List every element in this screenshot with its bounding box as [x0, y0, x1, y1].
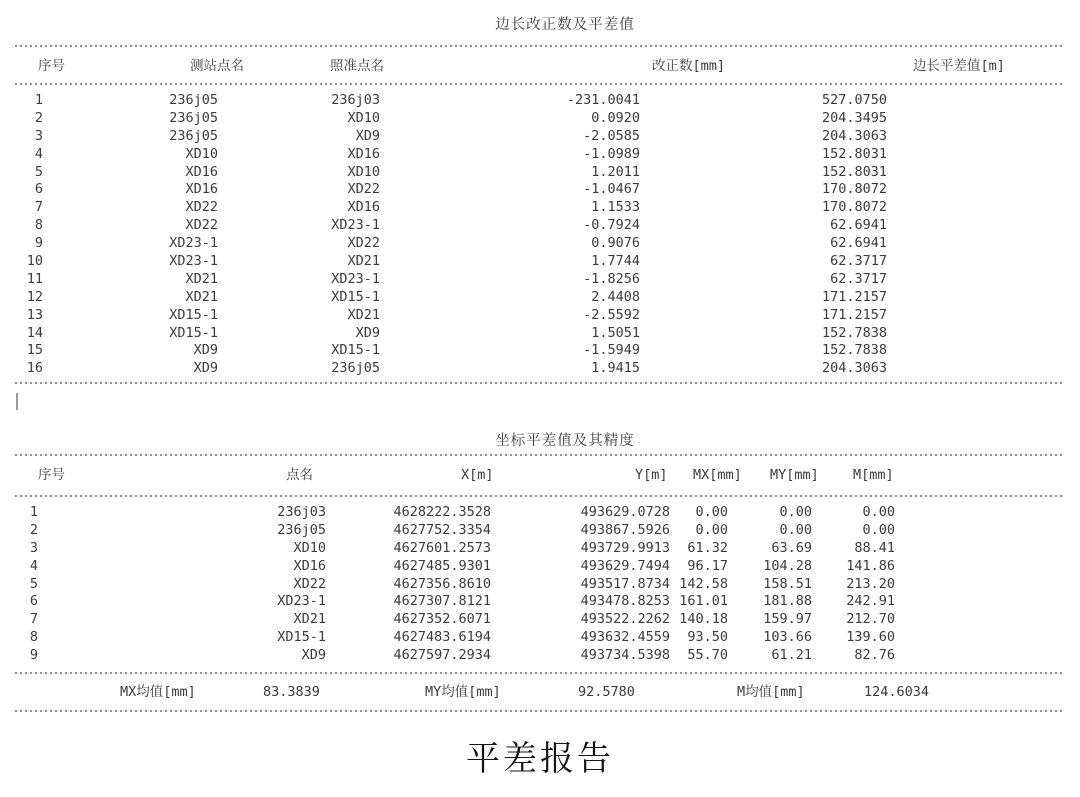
t2-col-header-index: 序号 [38, 467, 65, 483]
index-cell: 8 [34, 217, 43, 234]
y-cell: 493867.5926 [580, 521, 670, 538]
table-row [0, 522, 1080, 540]
mx-cell: 0.00 [695, 504, 728, 520]
mx-mean-value: 83.3839 [263, 684, 320, 700]
station-cell: XD22 [185, 217, 218, 234]
index-cell: 5 [34, 163, 43, 180]
point-cell: XD10 [293, 539, 326, 556]
station-cell: XD16 [185, 163, 218, 180]
t2-col-header-mx: MX[mm] [693, 467, 742, 483]
target-cell: XD9 [355, 324, 380, 341]
index-cell: 9 [34, 235, 43, 252]
correction-cell: 0.9076 [591, 235, 640, 252]
table2-body [0, 504, 1080, 665]
point-cell: XD9 [301, 647, 326, 664]
station-cell: XD15-1 [169, 324, 218, 341]
correction-cell: -1.8256 [583, 270, 640, 287]
divider [15, 382, 1064, 384]
mx-cell: 96.17 [687, 557, 728, 574]
m-mean-label: M均值[mm] [737, 684, 805, 700]
mx-cell: 55.70 [687, 647, 728, 664]
table-row [0, 164, 1080, 182]
index-cell: 8 [29, 629, 38, 646]
table-row [0, 558, 1080, 576]
length-cell: 204.3495 [821, 109, 887, 126]
my-cell: 103.66 [763, 629, 812, 646]
t1-col-header-length: 边长平差值[m] [913, 58, 1005, 74]
m-cell: 213.20 [846, 575, 895, 592]
y-cell: 493629.0728 [580, 504, 670, 520]
m-cell: 0.00 [862, 504, 895, 520]
my-cell: 0.00 [779, 504, 812, 520]
correction-cell: 1.9415 [591, 360, 640, 377]
index-cell: 13 [26, 306, 43, 323]
index-cell: 11 [26, 270, 43, 287]
station-cell: 236j05 [169, 127, 218, 144]
correction-cell: -2.0585 [583, 127, 640, 144]
station-cell: XD10 [185, 145, 218, 162]
index-cell: 7 [29, 611, 38, 628]
mx-mean-label: MX均值[mm] [120, 684, 196, 700]
station-cell: XD15-1 [169, 306, 218, 323]
station-cell: XD9 [193, 342, 218, 359]
table-row [0, 504, 1080, 522]
index-cell: 3 [29, 539, 38, 556]
index-cell: 10 [26, 253, 43, 270]
table-row [0, 110, 1080, 128]
length-cell: 171.2157 [821, 306, 887, 323]
station-cell: 236j05 [169, 92, 218, 108]
table-row [0, 235, 1080, 253]
my-mean-label: MY均值[mm] [425, 684, 501, 700]
table-row [0, 199, 1080, 217]
target-cell: XD23-1 [331, 217, 380, 234]
index-cell: 15 [26, 342, 43, 359]
table-row [0, 325, 1080, 343]
table2-title: 坐标平差值及其精度 [495, 433, 635, 449]
target-cell: XD9 [355, 127, 380, 144]
station-cell: XD21 [185, 270, 218, 287]
divider [15, 495, 1064, 497]
m-cell: 141.86 [846, 557, 895, 574]
point-cell: XD21 [293, 611, 326, 628]
point-cell: XD23-1 [277, 593, 326, 610]
target-cell: XD22 [347, 235, 380, 252]
index-cell: 5 [29, 575, 38, 592]
point-cell: 236j03 [277, 504, 326, 520]
target-cell: XD23-1 [331, 270, 380, 287]
target-cell: 236j03 [331, 92, 380, 108]
t2-col-header-y: Y[m] [635, 467, 668, 483]
table1-body [0, 92, 1080, 378]
target-cell: XD15-1 [331, 288, 380, 305]
length-cell: 62.6941 [830, 217, 887, 234]
m-mean-value: 124.6034 [864, 684, 930, 700]
x-cell: 4628222.3528 [393, 504, 491, 520]
divider [15, 454, 1064, 456]
t1-col-header-index: 序号 [38, 58, 65, 74]
divider [15, 45, 1064, 47]
table-row [0, 307, 1080, 325]
target-cell: 236j05 [331, 360, 380, 377]
table-row [0, 217, 1080, 235]
index-cell: 14 [26, 324, 43, 341]
mx-cell: 140.18 [679, 611, 728, 628]
target-cell: XD10 [347, 109, 380, 126]
length-cell: 152.7838 [821, 324, 887, 341]
table-row [0, 181, 1080, 199]
target-cell: XD22 [347, 181, 380, 198]
target-cell: XD16 [347, 199, 380, 216]
my-cell: 61.21 [771, 647, 812, 664]
target-cell: XD16 [347, 145, 380, 162]
index-cell: 2 [34, 109, 43, 126]
t1-col-header-target: 照准点名 [330, 58, 384, 74]
station-cell: XD16 [185, 181, 218, 198]
target-cell: XD15-1 [331, 342, 380, 359]
x-cell: 4627307.8121 [393, 593, 491, 610]
mx-cell: 61.32 [687, 539, 728, 556]
y-cell: 493729.9913 [580, 539, 670, 556]
correction-cell: -1.0467 [583, 181, 640, 198]
divider [15, 672, 1064, 674]
point-cell: XD16 [293, 557, 326, 574]
length-cell: 204.3063 [821, 127, 887, 144]
point-cell: XD22 [293, 575, 326, 592]
correction-cell: 1.2011 [591, 163, 640, 180]
index-cell: 7 [34, 199, 43, 216]
length-cell: 62.3717 [830, 253, 887, 270]
t2-col-header-point: 点名 [286, 467, 313, 483]
my-cell: 159.97 [763, 611, 812, 628]
index-cell: 1 [29, 504, 38, 520]
target-cell: XD21 [347, 306, 380, 323]
table1-title: 边长改正数及平差值 [495, 17, 635, 33]
x-cell: 4627601.2573 [393, 539, 491, 556]
m-cell: 212.70 [846, 611, 895, 628]
index-cell: 4 [29, 557, 38, 574]
table-row [0, 146, 1080, 164]
point-cell: 236j05 [277, 521, 326, 538]
mx-cell: 161.01 [679, 593, 728, 610]
table-row [0, 576, 1080, 594]
table-row [0, 253, 1080, 271]
correction-cell: 1.7744 [591, 253, 640, 270]
my-cell: 158.51 [763, 575, 812, 592]
length-cell: 152.8031 [821, 145, 887, 162]
length-cell: 62.6941 [830, 235, 887, 252]
table-row [0, 593, 1080, 611]
point-cell: XD15-1 [277, 629, 326, 646]
t1-col-header-correction: 改正数[mm] [652, 58, 726, 74]
y-cell: 493478.8253 [580, 593, 670, 610]
correction-cell: -231.0041 [566, 92, 640, 108]
index-cell: 6 [34, 181, 43, 198]
m-cell: 82.76 [854, 647, 895, 664]
correction-cell: -2.5592 [583, 306, 640, 323]
table-row [0, 342, 1080, 360]
x-cell: 4627483.6194 [393, 629, 491, 646]
m-cell: 88.41 [854, 539, 895, 556]
target-cell: XD10 [347, 163, 380, 180]
m-cell: 242.91 [846, 593, 895, 610]
index-cell: 12 [26, 288, 43, 305]
y-cell: 493517.8734 [580, 575, 670, 592]
mx-cell: 0.00 [695, 521, 728, 538]
table-row [0, 289, 1080, 307]
y-cell: 493632.4559 [580, 629, 670, 646]
table-row [0, 360, 1080, 378]
t2-col-header-x: X[m] [461, 467, 494, 483]
index-cell: 16 [26, 360, 43, 377]
correction-cell: 1.1533 [591, 199, 640, 216]
x-cell: 4627752.3354 [393, 521, 491, 538]
table-row [0, 540, 1080, 558]
length-cell: 170.8072 [821, 181, 887, 198]
m-cell: 139.60 [846, 629, 895, 646]
length-cell: 152.7838 [821, 342, 887, 359]
x-cell: 4627356.8610 [393, 575, 491, 592]
station-cell: XD22 [185, 199, 218, 216]
index-cell: 1 [34, 92, 43, 108]
divider [15, 710, 1064, 712]
my-cell: 63.69 [771, 539, 812, 556]
correction-cell: -1.0989 [583, 145, 640, 162]
index-cell: 9 [29, 647, 38, 664]
my-cell: 0.00 [779, 521, 812, 538]
station-cell: XD23-1 [169, 253, 218, 270]
length-cell: 152.8031 [821, 163, 887, 180]
length-cell: 527.0750 [821, 92, 887, 108]
text-caret [16, 393, 18, 410]
table-row [0, 128, 1080, 146]
station-cell: XD21 [185, 288, 218, 305]
my-cell: 181.88 [763, 593, 812, 610]
station-cell: XD23-1 [169, 235, 218, 252]
index-cell: 4 [34, 145, 43, 162]
length-cell: 204.3063 [821, 360, 887, 377]
table-row [0, 92, 1080, 110]
length-cell: 171.2157 [821, 288, 887, 305]
index-cell: 3 [34, 127, 43, 144]
table-row [0, 647, 1080, 665]
correction-cell: 0.0920 [591, 109, 640, 126]
station-cell: XD9 [193, 360, 218, 377]
my-cell: 104.28 [763, 557, 812, 574]
table-row [0, 271, 1080, 289]
report-caption: 平差报告 [466, 739, 614, 779]
correction-cell: 2.4408 [591, 288, 640, 305]
correction-cell: -0.7924 [583, 217, 640, 234]
length-cell: 62.3717 [830, 270, 887, 287]
t2-col-header-m: M[mm] [853, 467, 894, 483]
target-cell: XD21 [347, 253, 380, 270]
mx-cell: 93.50 [687, 629, 728, 646]
divider [15, 83, 1064, 85]
mx-cell: 142.58 [679, 575, 728, 592]
t2-col-header-my: MY[mm] [770, 467, 819, 483]
t1-col-header-station: 测站点名 [190, 58, 244, 74]
m-cell: 0.00 [862, 521, 895, 538]
x-cell: 4627352.6071 [393, 611, 491, 628]
y-cell: 493734.5398 [580, 647, 670, 664]
table-row [0, 611, 1080, 629]
index-cell: 2 [29, 521, 38, 538]
y-cell: 493629.7494 [580, 557, 670, 574]
y-cell: 493522.2262 [580, 611, 670, 628]
x-cell: 4627485.9301 [393, 557, 491, 574]
table-row [0, 629, 1080, 647]
station-cell: 236j05 [169, 109, 218, 126]
index-cell: 6 [29, 593, 38, 610]
correction-cell: 1.5051 [591, 324, 640, 341]
length-cell: 170.8072 [821, 199, 887, 216]
correction-cell: -1.5949 [583, 342, 640, 359]
x-cell: 4627597.2934 [393, 647, 491, 664]
my-mean-value: 92.5780 [578, 684, 635, 700]
